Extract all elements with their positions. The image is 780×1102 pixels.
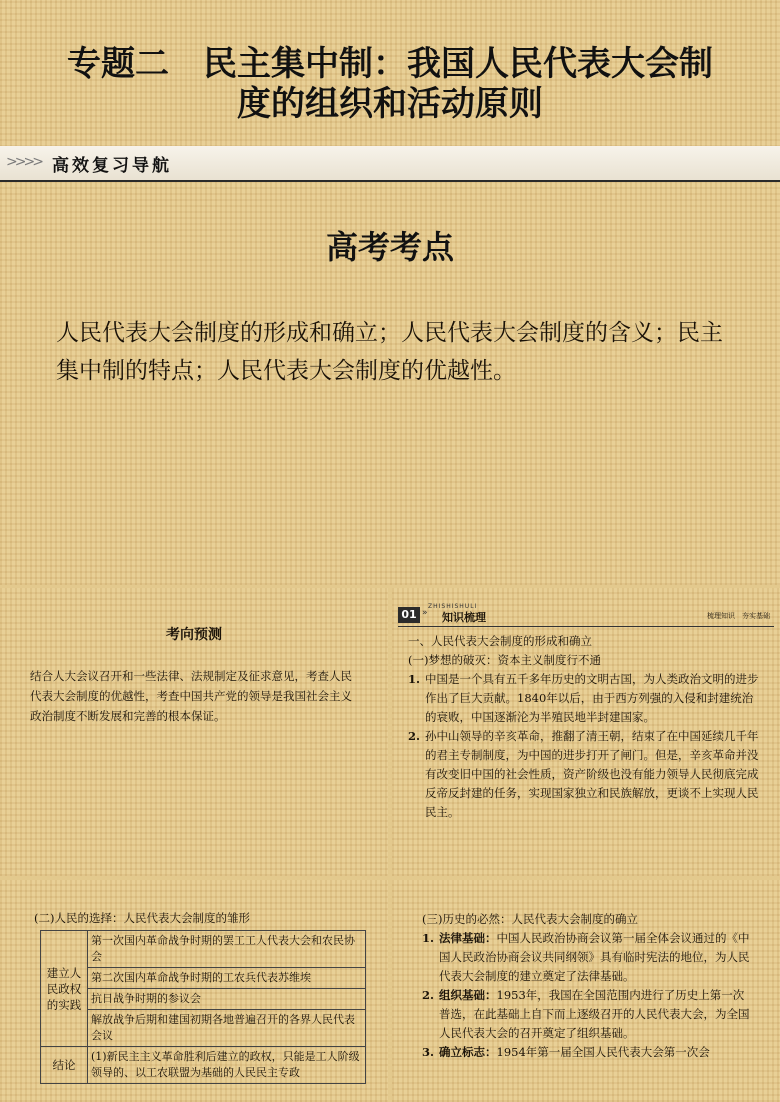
- knowledge-content: [408, 632, 764, 822]
- forecast-heading: 考向预测: [166, 627, 222, 643]
- table-row: [41, 989, 366, 1010]
- table-cell: 抗日战争时期的参议会: [88, 989, 366, 1010]
- slide-title-line-2: 度的组织和活动原则: [237, 84, 543, 124]
- table-row: [41, 968, 366, 989]
- item-text: 1954年第一届全国人民代表大会第一次会: [496, 1045, 710, 1059]
- section-tagline: 梳理知识 夯实基础: [707, 612, 770, 620]
- item-text: 1953年，我国在全国范围内进行了历史上第一次普选，在此基础上自下而上逐级召开的人民代表大会，为全国人民代表大会的召开奠定了组织基础。: [439, 988, 750, 1040]
- table-row: [41, 1010, 366, 1047]
- table-row: [41, 931, 366, 968]
- item-text: 中国人民政治协商会议第一届全体会议通过的《中国人民政治协商会议共同纲领》具有临时宪法的地位，为人民代表大会制度的建立奠定了法律基础。: [439, 931, 750, 983]
- slide-2: [0, 588, 388, 876]
- slide-title: [0, 44, 780, 124]
- item-number: 3.: [422, 1045, 435, 1059]
- table-row: [41, 1047, 366, 1084]
- exam-points-heading: 高考考点: [325, 228, 454, 266]
- section-title: 知识梳理: [442, 611, 486, 624]
- forecast-paragraph: 结合人大会议召开和一些法律、法规制定及征求意见，考查人民代表大会制度的优越性，考查中国共产党的领导是我国社会主义政治制度不断发展和完善的根本保证。: [30, 669, 352, 723]
- slide-3: [392, 588, 780, 876]
- section-label: 高效复习导航: [52, 156, 172, 176]
- establishment-content: [422, 910, 752, 1062]
- prototype-table: [40, 930, 366, 1084]
- slide-4: [0, 880, 388, 1102]
- knowledge-header: [398, 604, 774, 627]
- item-text: 孙中山领导的辛亥革命，推翻了清王朝，结束了在中国延续几千年的君主专制制度，为中国的进步打开了闸门。但是，辛亥革命并没有改变旧中国的社会性质，资产阶级也没有能力领导人民彻底完成反帝反封建的任务，实现国家独立和民族解放，更谈不上实现人民民主。: [425, 729, 759, 819]
- prototype-heading: (二)人民的选择：人民代表大会制度的雏形: [34, 911, 250, 925]
- category-cell: 建立人民政权的实践: [41, 931, 88, 1047]
- table-cell: 第一次国内革命战争时期的罢工工人代表大会和农民协会: [88, 931, 366, 968]
- list-item: [422, 1043, 752, 1062]
- double-arrow-icon: »: [422, 608, 428, 618]
- subsection-heading: (三)历史的必然：人民代表大会制度的确立: [422, 912, 638, 926]
- item-number: 2.: [408, 729, 421, 743]
- table-cell: (1)新民主主义革命胜利后建立的政权，只能是工人阶级领导的、以工农联盟为基础的人民民主专政: [88, 1047, 366, 1084]
- section-heading: 一、人民代表大会制度的形成和确立: [408, 634, 592, 648]
- item-label: 组织基础：: [439, 988, 497, 1002]
- item-number: 1.: [422, 931, 435, 945]
- table-cell: 第二次国内革命战争时期的工农兵代表苏维埃: [88, 968, 366, 989]
- item-number: 2.: [422, 988, 435, 1002]
- section-band: [0, 146, 780, 182]
- exam-points-body: 人民代表大会制度的形成和确立；人民代表大会制度的含义；民主集中制的特点；人民代表大会制度的优越性。: [56, 320, 723, 384]
- list-item: [408, 670, 764, 727]
- pinyin-label: ZHISHISHULI: [428, 603, 478, 610]
- list-item: [408, 727, 764, 822]
- item-label: 法律基础：: [439, 931, 497, 945]
- item-text: 中国是一个具有五千多年历史的文明古国，为人类政治文明的进步作出了巨大贡献。1840年以后，由于西方列强的入侵和封建统治的衰败，中国逐渐沦为半殖民地半封建国家。: [425, 672, 759, 724]
- table-cell: 解放战争后期和建国初期各地普遍召开的各界人民代表会议: [88, 1010, 366, 1047]
- section-number-badge: 01: [398, 607, 420, 623]
- item-number: 1.: [408, 672, 421, 686]
- slide-title-line-1: 专题二 民主集中制：我国人民代表大会制: [67, 44, 713, 84]
- list-item: [422, 929, 752, 986]
- chevron-right-icon: >>>>: [6, 154, 41, 170]
- slide-5: [392, 880, 780, 1102]
- subsection-heading: (一)梦想的破灭：资本主义制度行不通: [408, 653, 601, 667]
- category-cell: 结论: [41, 1047, 88, 1084]
- item-label: 确立标志：: [439, 1045, 497, 1059]
- list-item: [422, 986, 752, 1043]
